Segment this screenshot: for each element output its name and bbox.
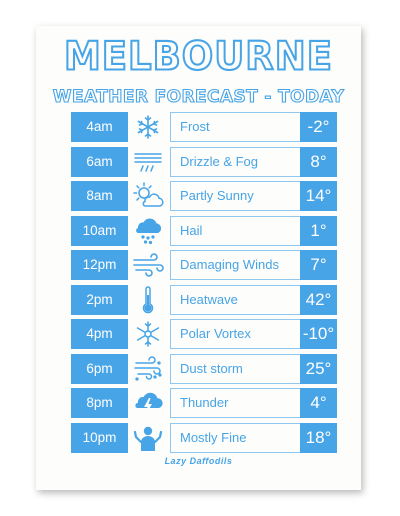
forecast-row-2pm [36, 285, 361, 315]
polar-vortex-icon [130, 319, 166, 349]
forecast-time: 8am [71, 181, 128, 211]
forecast-time: 6am [71, 147, 128, 177]
snowflake-icon [130, 112, 166, 142]
forecast-condition: Thunder [170, 388, 308, 418]
forecast-temp: 42° [300, 285, 337, 315]
forecast-time: 2pm [71, 285, 128, 315]
dust-storm-icon [130, 354, 166, 384]
forecast-row-4pm [36, 319, 361, 349]
forecast-condition: Polar Vortex [170, 319, 308, 349]
forecast-time: 4am [71, 112, 128, 142]
forecast-temp: 1° [300, 216, 337, 246]
forecast-condition: Mostly Fine [170, 423, 308, 453]
forecast-condition: Frost [170, 112, 308, 142]
forecast-temp: 25° [300, 354, 337, 384]
forecast-condition: Dust storm [170, 354, 308, 384]
forecast-time: 12pm [71, 250, 128, 280]
forecast-time: 6pm [71, 354, 128, 384]
poster-subtitle: WEATHER FORECAST - TODAY [52, 87, 345, 107]
thermometer-icon [130, 285, 166, 315]
drizzle-fog-icon [130, 147, 166, 177]
forecast-condition: Heatwave [170, 285, 308, 315]
forecast-time: 8pm [71, 388, 128, 418]
forecast-row-4am [36, 112, 361, 142]
forecast-time: 10pm [71, 423, 128, 453]
forecast-time: 4pm [71, 319, 128, 349]
forecast-temp: -10° [300, 319, 337, 349]
forecast-row-8pm [36, 388, 361, 418]
forecast-row-12pm [36, 250, 361, 280]
shrug-person-icon [130, 423, 166, 453]
forecast-temp: 7° [300, 250, 337, 280]
forecast-row-6am [36, 147, 361, 177]
weather-poster [36, 26, 361, 490]
forecast-condition: Hail [170, 216, 308, 246]
forecast-condition: Partly Sunny [170, 181, 308, 211]
wind-icon [130, 250, 166, 280]
partly-sunny-icon [130, 181, 166, 211]
forecast-row-10am [36, 216, 361, 246]
forecast-temp: 4° [300, 388, 337, 418]
forecast-temp: -2° [300, 112, 337, 142]
forecast-condition: Damaging Winds [170, 250, 308, 280]
forecast-temp: 8° [300, 147, 337, 177]
brand-logo: Lazy Daffodils [164, 456, 233, 466]
thunder-icon [130, 388, 166, 418]
hail-icon [130, 216, 166, 246]
forecast-row-10pm [36, 423, 361, 453]
forecast-condition: Drizzle & Fog [170, 147, 308, 177]
poster-title: MELBOURNE [63, 33, 334, 80]
forecast-row-6pm [36, 354, 361, 384]
forecast-time: 10am [71, 216, 128, 246]
forecast-temp: 18° [300, 423, 337, 453]
forecast-row-8am [36, 181, 361, 211]
forecast-temp: 14° [300, 181, 337, 211]
